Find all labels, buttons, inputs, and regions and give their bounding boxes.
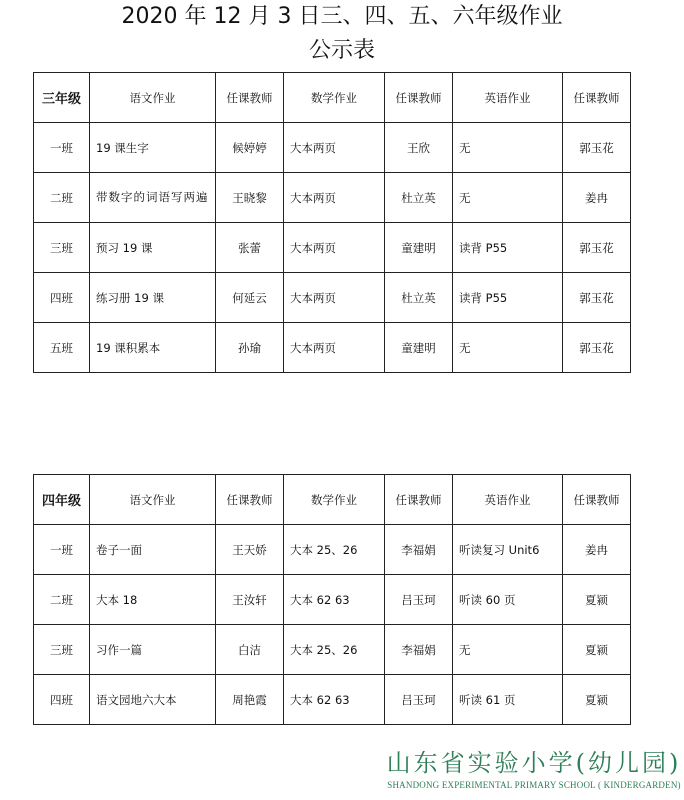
chinese-homework-cell: 19 课生字	[90, 123, 216, 173]
column-header: 任课教师	[385, 475, 453, 525]
column-header: 任课教师	[563, 475, 631, 525]
math-homework-cell: 大本两页	[284, 173, 385, 223]
chinese-homework-cell: 卷子一面	[90, 525, 216, 575]
class-cell: 一班	[34, 525, 90, 575]
teacher-cell: 吕玉珂	[385, 675, 453, 725]
math-homework-cell: 大本两页	[284, 323, 385, 373]
page-title-line-1: 2020 年 12 月 3 日三、四、五、六年级作业	[121, 4, 563, 29]
column-header: 英语作业	[453, 475, 563, 525]
column-header: 语文作业	[90, 73, 216, 123]
school-logo-chinese-name: 山东省实验小学(幼儿园)	[386, 749, 682, 777]
teacher-cell: 郭玉花	[563, 223, 631, 273]
teacher-cell: 夏颍	[563, 625, 631, 675]
teacher-cell: 周艳霞	[216, 675, 284, 725]
class-cell: 三班	[34, 625, 90, 675]
math-homework-cell: 大本两页	[284, 273, 385, 323]
table-row	[34, 323, 631, 373]
math-homework-cell: 大本 62 63	[284, 675, 385, 725]
column-header: 数学作业	[284, 475, 385, 525]
table-row	[34, 625, 631, 675]
teacher-cell: 夏颍	[563, 575, 631, 625]
column-header: 任课教师	[385, 73, 453, 123]
table-row	[34, 273, 631, 323]
class-cell: 二班	[34, 575, 90, 625]
column-header: 任课教师	[216, 475, 284, 525]
english-homework-cell: 听读复习 Unit6	[453, 525, 563, 575]
teacher-cell: 李福娟	[385, 625, 453, 675]
teacher-cell: 王晓黎	[216, 173, 284, 223]
column-header: 任课教师	[216, 73, 284, 123]
teacher-cell: 李福娟	[385, 525, 453, 575]
grade3-homework-table	[33, 72, 631, 373]
column-header: 任课教师	[563, 73, 631, 123]
english-homework-cell: 无	[453, 123, 563, 173]
class-cell: 五班	[34, 323, 90, 373]
english-homework-cell: 无	[453, 173, 563, 223]
english-homework-cell: 读背 P55	[453, 223, 563, 273]
teacher-cell: 白洁	[216, 625, 284, 675]
english-homework-cell: 无	[453, 625, 563, 675]
table-row	[34, 173, 631, 223]
math-homework-cell: 大本 62 63	[284, 575, 385, 625]
teacher-cell: 候婷婷	[216, 123, 284, 173]
chinese-homework-cell: 19 课积累本	[90, 323, 216, 373]
teacher-cell: 童建明	[385, 223, 453, 273]
class-cell: 二班	[34, 173, 90, 223]
table-row	[34, 123, 631, 173]
table-row	[34, 575, 631, 625]
column-header: 语文作业	[90, 475, 216, 525]
chinese-homework-cell: 语文园地六大本	[90, 675, 216, 725]
chinese-homework-cell: 练习册 19 课	[90, 273, 216, 323]
page-title-line-2: 公示表	[308, 38, 375, 63]
math-homework-cell: 大本两页	[284, 223, 385, 273]
teacher-cell: 吕玉珂	[385, 575, 453, 625]
teacher-cell: 杜立英	[385, 173, 453, 223]
english-homework-cell: 无	[453, 323, 563, 373]
math-homework-cell: 大本 25、26	[284, 625, 385, 675]
column-header: 英语作业	[453, 73, 563, 123]
table-row	[34, 525, 631, 575]
table-header-row	[34, 73, 631, 123]
grade-header: 四年级	[34, 475, 90, 525]
class-cell: 一班	[34, 123, 90, 173]
teacher-cell: 姜冉	[563, 525, 631, 575]
column-header: 数学作业	[284, 73, 385, 123]
teacher-cell: 夏颍	[563, 675, 631, 725]
chinese-homework-cell: 带数字的词语写两遍	[90, 173, 216, 223]
school-logo	[386, 748, 682, 798]
class-cell: 四班	[34, 675, 90, 725]
school-logo-english-name: SHANDONG EXPERIMENTAL PRIMARY SCHOOL ( KINDERGARDEN)	[387, 780, 681, 790]
teacher-cell: 王汝轩	[216, 575, 284, 625]
teacher-cell: 杜立英	[385, 273, 453, 323]
grade4-homework-table	[33, 474, 631, 725]
teacher-cell: 何延云	[216, 273, 284, 323]
math-homework-cell: 大本两页	[284, 123, 385, 173]
teacher-cell: 童建明	[385, 323, 453, 373]
table-row	[34, 675, 631, 725]
chinese-homework-cell: 预习 19 课	[90, 223, 216, 273]
chinese-homework-cell: 大本 18	[90, 575, 216, 625]
teacher-cell: 姜冉	[563, 173, 631, 223]
english-homework-cell: 读背 P55	[453, 273, 563, 323]
table-header-row	[34, 475, 631, 525]
class-cell: 四班	[34, 273, 90, 323]
teacher-cell: 孙瑜	[216, 323, 284, 373]
teacher-cell: 郭玉花	[563, 323, 631, 373]
teacher-cell: 王欣	[385, 123, 453, 173]
teacher-cell: 郭玉花	[563, 273, 631, 323]
math-homework-cell: 大本 25、26	[284, 525, 385, 575]
table-row	[34, 223, 631, 273]
grade-header: 三年级	[34, 73, 90, 123]
teacher-cell: 张蕾	[216, 223, 284, 273]
teacher-cell: 王天娇	[216, 525, 284, 575]
class-cell: 三班	[34, 223, 90, 273]
chinese-homework-cell: 习作一篇	[90, 625, 216, 675]
english-homework-cell: 听读 60 页	[453, 575, 563, 625]
english-homework-cell: 听读 61 页	[453, 675, 563, 725]
teacher-cell: 郭玉花	[563, 123, 631, 173]
